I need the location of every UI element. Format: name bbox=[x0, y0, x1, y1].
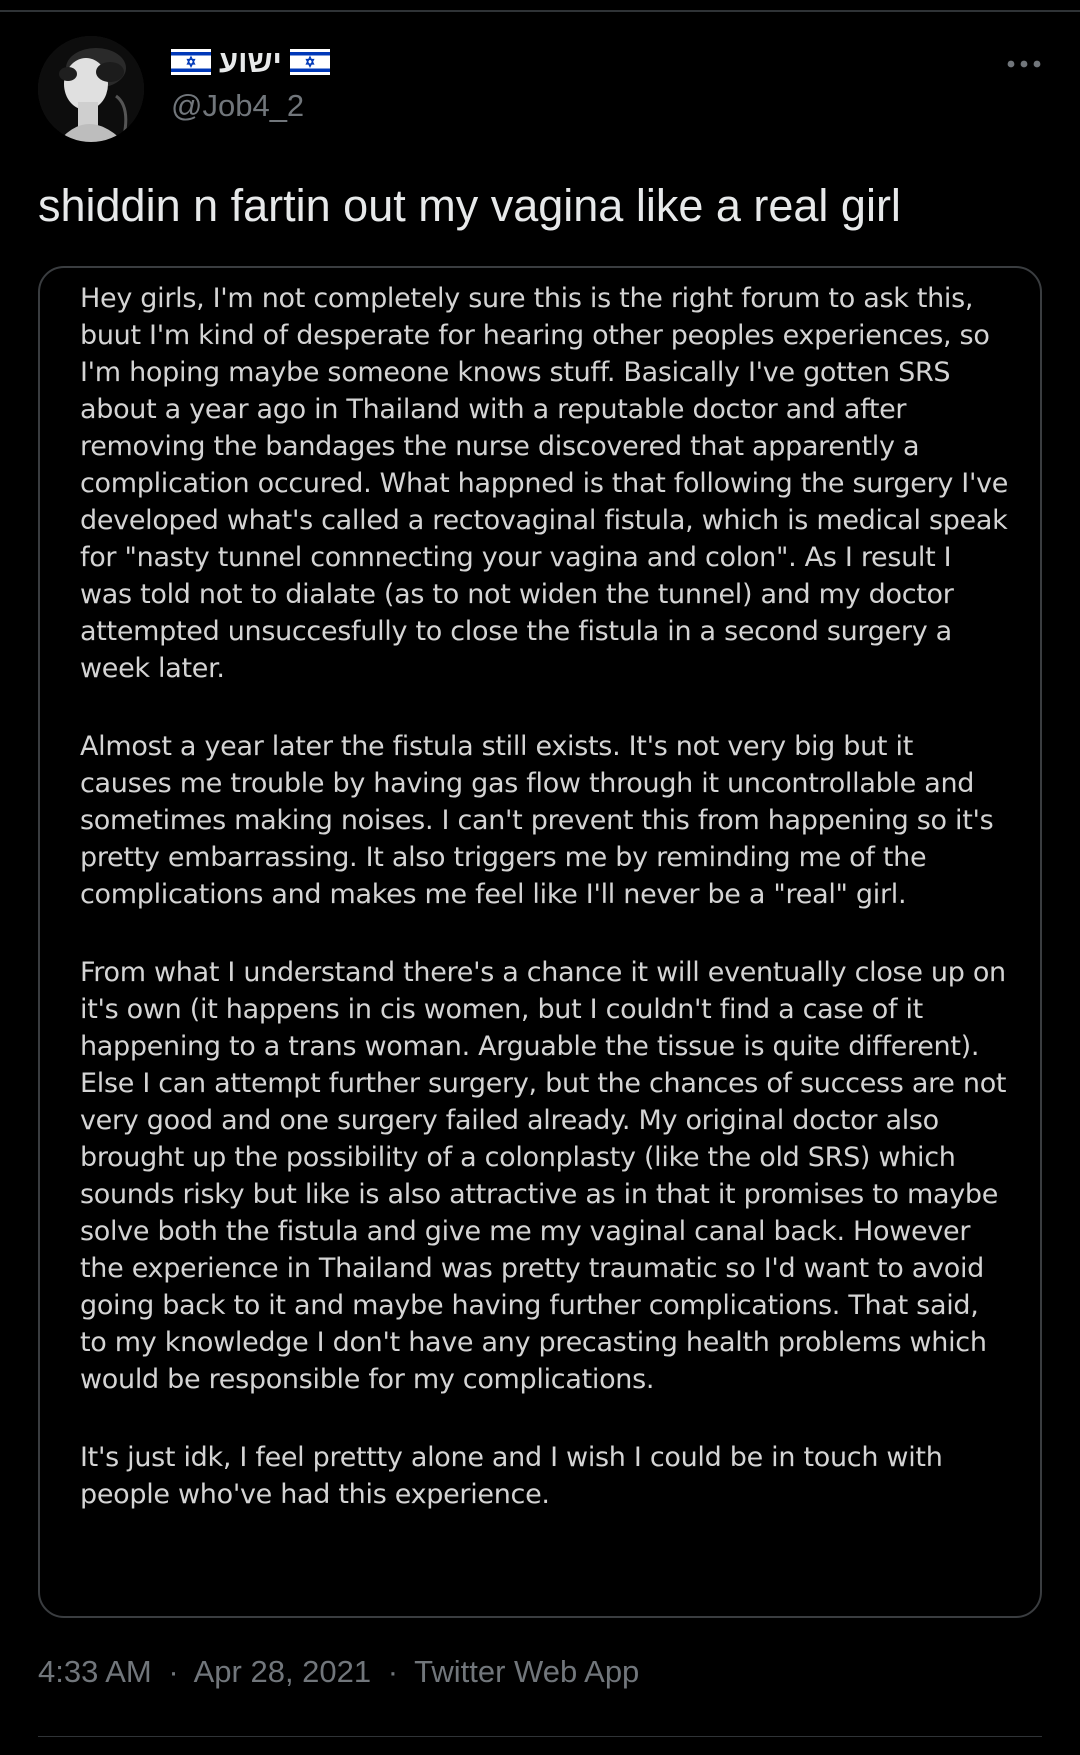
tweet-time[interactable]: 4:33 AM bbox=[38, 1654, 152, 1689]
avatar[interactable] bbox=[38, 36, 144, 142]
media-text bbox=[80, 280, 1010, 1554]
media-paragraph: Almost a year later the fistula still exists. It's not very big but it causes me trouble by having gas flow through it uncontrollable and sometimes making noises. I can't prevent this from happening so it's pretty embarrassing. It also triggers me by reminding me of the complications and makes me feel like I'll never be a "real" girl. bbox=[80, 731, 994, 910]
meta-separator: · bbox=[168, 1654, 179, 1689]
media-paragraph: It's just idk, I feel prettty alone and I wish I could be in touch with people who've had this experience. bbox=[80, 1442, 943, 1510]
top-divider bbox=[0, 10, 1080, 12]
tweet-date[interactable]: Apr 28, 2021 bbox=[193, 1654, 372, 1689]
avatar-image bbox=[38, 36, 144, 142]
media-paragraph: Hey girls, I'm not completely sure this is the right forum to ask this, buut I'm kind of desperate for hearing other peoples experiences, so I'm hoping maybe someone knows stuff. Basically I've gotten SRS about a year ago in Thailand with a reputable doctor and after removing the bandages the nurse discovered that apparently a complication occured. What happned is that following the surgery I've developed what's called a rectovaginal fistula, which is medical speak for "nasty tunnel connnecting your vagina and colon". As I result I was told not to dialate (as to not widen the tunnel) and my doctor attempted unsuccesfully to close the fistula in a second surgery a week later. bbox=[80, 283, 1009, 684]
user-handle[interactable]: @Job4_2 bbox=[171, 88, 305, 123]
flag-icon bbox=[171, 49, 211, 75]
bottom-divider bbox=[38, 1736, 1042, 1737]
meta-separator: · bbox=[387, 1654, 399, 1689]
tweet-media-image[interactable] bbox=[38, 266, 1042, 1618]
more-icon[interactable] bbox=[1002, 52, 1046, 76]
tweet-text: shiddin n fartin out my vagina like a real girl bbox=[38, 180, 901, 231]
flag-icon bbox=[290, 49, 330, 75]
display-name: ישוע bbox=[219, 44, 282, 79]
author-name-row[interactable] bbox=[171, 44, 330, 80]
tweet-source[interactable]: Twitter Web App bbox=[414, 1654, 640, 1689]
media-paragraph: From what I understand there's a chance it will eventually close up on it's own (it happens in cis women, but I couldn't find a case of it happening to a trans woman. Arguable the tissue is quite different). Else I can attempt further surgery, but the chances of success are not very good and one surgery failed already. My original doctor also brought up the possibility of a colonplasty (like the old SRS) which sounds risky but like is also attractive as in that it promises to maybe solve both the fistula and give me my vaginal canal back. However the experience in Thailand was pretty traumatic so I'd want to avoid going back to it and maybe having further complications. That said, to my knowledge I don't have any precasting health problems which would be responsible for my complications. bbox=[80, 957, 1007, 1395]
tweet-meta bbox=[38, 1654, 639, 1690]
